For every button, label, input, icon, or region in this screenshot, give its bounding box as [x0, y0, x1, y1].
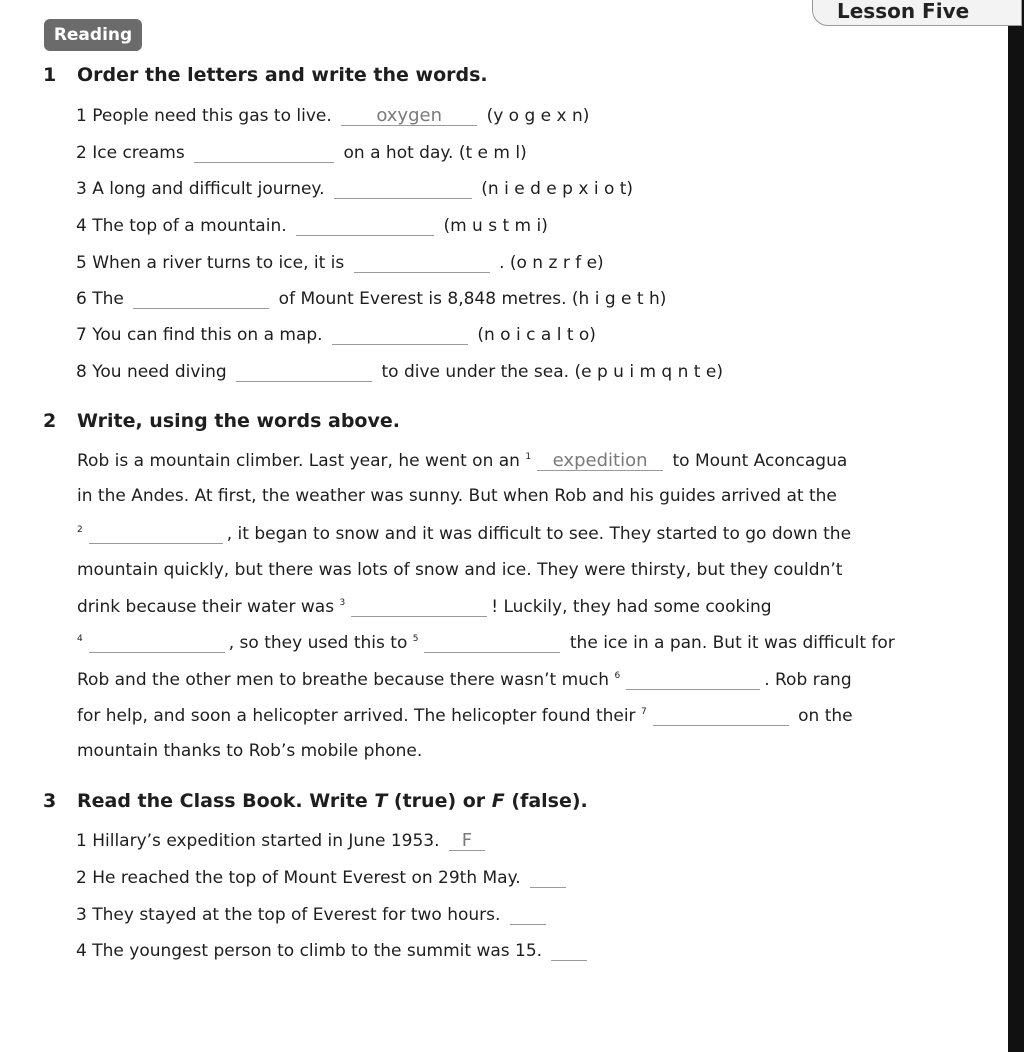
answer-blank[interactable] — [296, 215, 434, 236]
ex1-item-1 — [76, 105, 589, 126]
title-text: (true) or — [387, 790, 492, 812]
text: the ice in a pan. But it was difficult for — [569, 633, 895, 653]
paragraph-line: mountain thanks to Rob’s mobile phone. — [77, 741, 423, 761]
paragraph-line — [77, 596, 772, 617]
gap-number: 6 — [614, 671, 621, 682]
text: , it began to snow and it was difficult to see. They started to go down the — [226, 524, 852, 544]
answer-blank[interactable] — [194, 142, 334, 163]
answer-blank[interactable] — [510, 904, 546, 925]
paragraph-line: mountain quickly, but there was lots of snow and ice. They were thirsty, but they couldn’t — [77, 560, 843, 580]
item-number: 1 — [76, 831, 87, 851]
ex3-item-1 — [76, 830, 489, 851]
gap-number: 4 — [77, 634, 83, 645]
ex1-item-3 — [76, 178, 633, 199]
exercise-2-title: Write, using the words above. — [77, 410, 400, 432]
text: Rob and the other men to breathe because there wasn’t much — [77, 670, 610, 690]
title-text: (false). — [504, 790, 588, 812]
gap-1-blank[interactable]: expedition — [537, 450, 663, 471]
exercise-1-number: 1 — [43, 64, 57, 86]
text: for help, and soon a helicopter arrived. The helicopter found their — [77, 706, 636, 726]
item-hint: on a hot day. (t e m l) — [343, 143, 527, 163]
item-number: 5 — [76, 253, 87, 273]
title-true-letter: T — [374, 790, 388, 812]
ex1-item-2 — [76, 142, 527, 163]
ex1-item-4 — [76, 215, 548, 236]
gap-number: 2 — [77, 525, 83, 536]
ex3-item-3 — [76, 904, 550, 925]
exercise-3-title — [77, 790, 588, 812]
item-hint: (m u s t m i) — [443, 216, 548, 236]
item-number: 2 — [76, 868, 87, 888]
item-number: 4 — [76, 941, 87, 961]
page-edge — [1008, 0, 1024, 1052]
answer-blank[interactable]: oxygen — [341, 105, 477, 126]
gap-number: 5 — [412, 634, 419, 645]
item-text: The top of a mountain. — [92, 216, 287, 236]
section-badge: Reading — [44, 19, 142, 51]
item-number: 4 — [76, 216, 87, 236]
gap-6-blank[interactable] — [626, 669, 760, 690]
ex3-item-2 — [76, 867, 570, 888]
gap-5-blank[interactable] — [424, 632, 560, 653]
title-text: Read the Class Book. Write — [77, 790, 375, 812]
item-text: You can find this on a map. — [92, 325, 323, 345]
text: on the — [798, 706, 853, 726]
ex1-item-7 — [76, 324, 596, 345]
answer-blank[interactable] — [334, 178, 472, 199]
answer-blank[interactable]: F — [449, 830, 485, 851]
item-number: 7 — [76, 325, 87, 345]
item-text: Ice creams — [92, 143, 185, 163]
item-number: 6 — [76, 289, 87, 309]
item-number: 1 — [76, 106, 87, 126]
paragraph-line — [77, 450, 847, 471]
item-number: 8 — [76, 362, 87, 382]
item-hint: (n o i c a l t o) — [477, 325, 596, 345]
item-text: A long and difficult journey. — [92, 179, 325, 199]
gap-3-blank[interactable] — [351, 596, 487, 617]
item-text: People need this gas to live. — [92, 106, 332, 126]
paragraph-line — [77, 632, 895, 653]
gap-2-blank[interactable] — [89, 523, 223, 544]
exercise-3-number: 3 — [43, 790, 57, 812]
text: drink because their water was — [77, 597, 335, 617]
gap-number: 7 — [640, 707, 647, 718]
item-hint: of Mount Everest is 8,848 metres. (h i g e t h) — [278, 289, 667, 309]
item-hint: (n i e d e p x i o t) — [481, 179, 634, 199]
paragraph-line — [77, 523, 851, 544]
exercise-1-title: Order the letters and write the words. — [77, 64, 488, 86]
item-hint: . (o n z r f e) — [499, 253, 604, 273]
exercise-2-number: 2 — [43, 410, 57, 432]
item-text: The youngest person to climb to the summit was 15. — [92, 941, 543, 961]
paragraph-line — [77, 705, 853, 726]
gap-4-blank[interactable] — [89, 632, 225, 653]
item-text: He reached the top of Mount Everest on 29th May. — [92, 868, 521, 888]
item-text: You need diving — [92, 362, 227, 382]
ex3-item-4 — [76, 940, 591, 961]
gap-7-blank[interactable] — [653, 705, 789, 726]
text: Rob is a mountain climber. Last year, he went on an — [77, 451, 520, 471]
text: , so they used this to — [228, 633, 408, 653]
paragraph-line — [77, 669, 852, 690]
item-hint: (y o g e x n) — [486, 106, 590, 126]
answer-blank[interactable] — [236, 361, 372, 382]
item-number: 3 — [76, 179, 87, 199]
item-text: When a river turns to ice, it is — [92, 253, 345, 273]
text: . Rob rang — [764, 670, 852, 690]
paragraph-line: in the Andes. At first, the weather was sunny. But when Rob and his guides arrived at the — [77, 486, 837, 506]
answer-blank[interactable] — [551, 940, 587, 961]
item-number: 3 — [76, 905, 87, 925]
title-false-letter: F — [491, 790, 505, 812]
gap-number: 3 — [339, 598, 346, 609]
ex1-item-8 — [76, 361, 723, 382]
item-text: They stayed at the top of Everest for two hours. — [92, 905, 501, 925]
answer-blank[interactable] — [354, 252, 490, 273]
gap-number: 1 — [525, 452, 532, 463]
item-text: Hillary’s expedition started in June 1953. — [92, 831, 440, 851]
text: to Mount Aconcagua — [672, 451, 848, 471]
text: ! Luckily, they had some cooking — [491, 597, 772, 617]
answer-blank[interactable] — [530, 867, 566, 888]
item-hint: to dive under the sea. (e p u i m q n t e) — [381, 362, 723, 382]
lesson-tab: Lesson Five — [812, 0, 1022, 26]
item-number: 2 — [76, 143, 87, 163]
item-text: The — [92, 289, 124, 309]
ex1-item-5 — [76, 252, 604, 273]
answer-blank[interactable] — [133, 288, 269, 309]
ex1-item-6 — [76, 288, 666, 309]
answer-blank[interactable] — [332, 324, 468, 345]
